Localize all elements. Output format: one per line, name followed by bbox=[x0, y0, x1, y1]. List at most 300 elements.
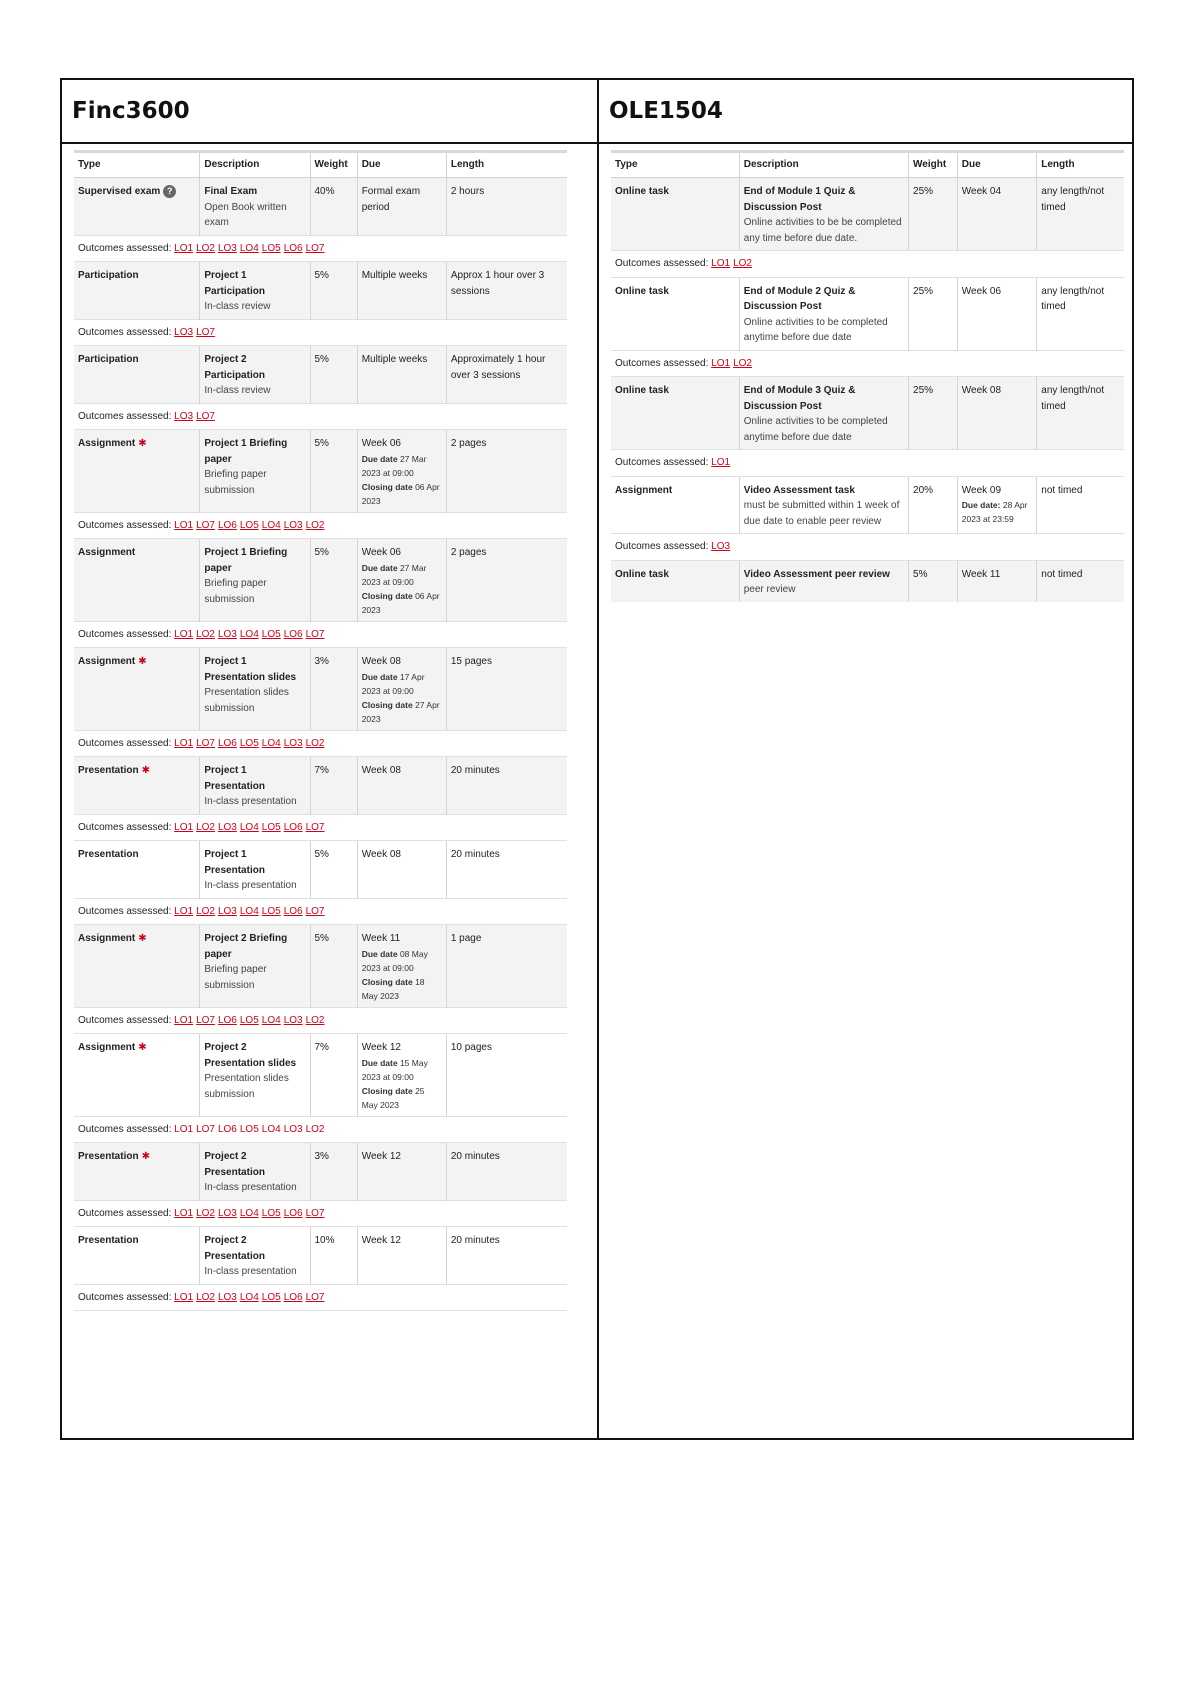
assessment-title: End of Module 3 Quiz & Discussion Post bbox=[743, 385, 856, 412]
outcomes-row bbox=[74, 814, 567, 841]
column-header-due: Due bbox=[957, 152, 1037, 178]
assessment-type: Assignment bbox=[78, 547, 136, 558]
assessment-row bbox=[74, 262, 567, 320]
outcomes-label: Outcomes assessed: bbox=[78, 1014, 175, 1026]
assessment-length: any length/not timed bbox=[1037, 178, 1124, 251]
due-week: Formal exam period bbox=[361, 186, 421, 213]
outcomes-row bbox=[74, 730, 567, 757]
outcomes-cell bbox=[74, 1007, 567, 1034]
outcomes-label: Outcomes assessed: bbox=[615, 457, 712, 468]
outcome-link[interactable]: LO1 bbox=[174, 1291, 194, 1303]
assessment-row bbox=[611, 476, 1124, 534]
due-date: Due date 17 Apr 2023 at 09:00 bbox=[361, 671, 425, 696]
outcome-link[interactable]: LO1 bbox=[174, 821, 194, 833]
outcome-link[interactable]: LO1 bbox=[174, 1123, 194, 1135]
due-date: Due date: 28 Apr 2023 at 23:59 bbox=[961, 500, 1028, 524]
outcome-link[interactable]: LO5 bbox=[261, 242, 281, 254]
course-title: Finc3600 bbox=[62, 80, 597, 144]
assessment-due-cell bbox=[957, 560, 1037, 602]
assessment-title: Project 1 Presentation bbox=[204, 765, 265, 792]
outcomes-row bbox=[611, 534, 1124, 561]
ai-flag-icon: ✱ bbox=[138, 1042, 147, 1053]
closing-date-label: Closing date bbox=[361, 1085, 413, 1096]
outcome-link[interactable]: LO4 bbox=[239, 1291, 259, 1303]
assessment-subtitle: must be submitted within 1 week of due date to enable peer review bbox=[743, 500, 900, 527]
assessment-type: Assignment bbox=[78, 438, 136, 449]
assessment-weight: 7% bbox=[310, 1034, 357, 1117]
due-date-label: Due date bbox=[361, 453, 398, 464]
assessment-type-cell bbox=[74, 757, 200, 815]
assessment-type-cell bbox=[74, 648, 200, 731]
assessment-due-cell bbox=[357, 430, 446, 513]
assessment-row bbox=[611, 377, 1124, 450]
assessment-length: not timed bbox=[1037, 476, 1124, 534]
assessment-table bbox=[611, 150, 1124, 602]
assessment-type: Participation bbox=[78, 354, 139, 365]
due-week: Week 08 bbox=[961, 385, 1002, 396]
assessment-title: Project 2 Presentation bbox=[204, 1151, 265, 1178]
outcome-link[interactable]: LO7 bbox=[196, 1123, 215, 1135]
closing-date-label: Closing date bbox=[361, 481, 413, 492]
assessment-length: any length/not timed bbox=[1037, 277, 1124, 350]
outcomes-row bbox=[74, 1284, 567, 1311]
assessment-subtitle: Briefing paper submission bbox=[204, 964, 267, 991]
due-date: Due date 27 Mar 2023 at 09:00 bbox=[361, 453, 427, 478]
assessment-length: 20 minutes bbox=[446, 1227, 567, 1285]
assessment-title: Final Exam bbox=[204, 186, 258, 197]
assessment-due-cell bbox=[357, 757, 446, 815]
info-icon[interactable]: ? bbox=[163, 185, 176, 198]
assessment-type-cell bbox=[74, 841, 200, 899]
due-week: Week 06 bbox=[361, 547, 401, 558]
assessment-length: 20 minutes bbox=[446, 757, 567, 815]
assessment-type-cell bbox=[74, 1227, 200, 1285]
assessment-type-cell bbox=[611, 476, 739, 534]
assessment-title: Project 1 Participation bbox=[204, 270, 265, 297]
assessment-length: not timed bbox=[1037, 560, 1124, 602]
assessment-due-cell bbox=[357, 1143, 446, 1201]
outcome-link[interactable]: LO3 bbox=[217, 821, 237, 833]
assessment-length: Approx 1 hour over 3 sessions bbox=[446, 262, 567, 320]
closing-date: Closing date 18 May 2023 bbox=[361, 976, 425, 1001]
assessment-type: Assignment bbox=[615, 484, 673, 496]
assessment-title: Project 2 Participation bbox=[204, 354, 265, 381]
assessment-title: Video Assessment peer review bbox=[743, 568, 890, 580]
assessment-type: Online task bbox=[615, 285, 669, 297]
assessment-weight: 5% bbox=[310, 925, 357, 1008]
due-date-label: Due date bbox=[361, 1057, 398, 1068]
assessment-row bbox=[74, 925, 567, 1008]
outcomes-cell bbox=[74, 235, 567, 262]
assessment-title: Project 2 Presentation slides bbox=[204, 1042, 297, 1069]
assessment-weight: 10% bbox=[310, 1227, 357, 1285]
outcome-link[interactable]: LO4 bbox=[239, 1207, 259, 1219]
closing-date: Closing date 06 Apr 2023 bbox=[361, 481, 440, 506]
outcome-link[interactable]: LO6 bbox=[283, 1207, 303, 1219]
outcome-link[interactable]: LO4 bbox=[261, 1123, 281, 1135]
outcome-link[interactable]: LO3 bbox=[283, 1123, 303, 1135]
assessment-length: 10 pages bbox=[446, 1034, 567, 1117]
outcome-link[interactable]: LO1 bbox=[174, 737, 194, 749]
ai-flag-icon: ✱ bbox=[138, 438, 147, 449]
assessment-description-cell bbox=[739, 277, 908, 350]
outcome-link[interactable]: LO5 bbox=[261, 628, 281, 640]
assessment-type: Assignment bbox=[78, 656, 136, 667]
assessment-due-cell bbox=[357, 346, 446, 404]
outcome-link[interactable]: LO5 bbox=[239, 519, 259, 531]
outcome-link[interactable]: LO6 bbox=[217, 1014, 237, 1026]
assessment-description-cell bbox=[200, 430, 310, 513]
outcome-link[interactable]: LO6 bbox=[217, 737, 237, 749]
assessment-description-cell bbox=[200, 346, 310, 404]
outcome-link[interactable]: LO2 bbox=[733, 357, 752, 369]
assessment-weight: 20% bbox=[909, 476, 958, 534]
outcome-link[interactable]: LO7 bbox=[305, 1291, 325, 1303]
outcome-link[interactable]: LO6 bbox=[283, 628, 303, 640]
assessment-type: Presentation bbox=[78, 1235, 139, 1246]
outcome-link[interactable]: LO3 bbox=[711, 541, 731, 552]
outcomes-label: Outcomes assessed: bbox=[615, 541, 712, 552]
outcomes-cell bbox=[74, 1116, 567, 1143]
assessment-row bbox=[611, 560, 1124, 602]
outcome-link[interactable]: LO3 bbox=[217, 242, 237, 254]
outcome-link[interactable]: LO7 bbox=[196, 737, 215, 749]
assessment-due-cell bbox=[957, 178, 1037, 251]
outcome-link[interactable]: LO4 bbox=[239, 905, 259, 917]
outcome-link[interactable]: LO3 bbox=[217, 1207, 237, 1219]
outcomes-row bbox=[74, 512, 567, 539]
outcome-link[interactable]: LO2 bbox=[196, 905, 215, 917]
closing-date-label: Closing date bbox=[361, 590, 413, 601]
assessment-row bbox=[74, 346, 567, 404]
outcome-link[interactable]: LO3 bbox=[283, 1014, 303, 1026]
assessment-type-cell bbox=[74, 178, 200, 236]
assessment-subtitle: Presentation slides submission bbox=[204, 1073, 289, 1100]
outcome-link[interactable]: LO6 bbox=[283, 821, 303, 833]
outcome-link[interactable]: LO6 bbox=[283, 905, 303, 917]
outcome-link[interactable]: LO2 bbox=[305, 737, 325, 749]
due-week: Week 06 bbox=[361, 438, 401, 449]
outcome-link[interactable]: LO2 bbox=[196, 1291, 215, 1303]
assessment-description-cell bbox=[200, 262, 310, 320]
outcomes-label: Outcomes assessed: bbox=[78, 410, 175, 422]
outcomes-cell bbox=[74, 319, 567, 346]
outcome-link[interactable]: LO1 bbox=[174, 1014, 194, 1026]
ai-flag-icon: ✱ bbox=[141, 1151, 150, 1162]
due-week: Multiple weeks bbox=[361, 354, 428, 365]
ai-flag-icon: ✱ bbox=[138, 933, 147, 944]
assessment-due-cell bbox=[357, 1227, 446, 1285]
due-date-label: Due date bbox=[361, 671, 398, 682]
assessment-due-cell bbox=[357, 262, 446, 320]
outcomes-cell bbox=[74, 1200, 567, 1227]
document-frame bbox=[60, 78, 1134, 1440]
outcome-link[interactable]: LO1 bbox=[174, 242, 194, 254]
assessment-due-cell bbox=[357, 925, 446, 1008]
column-header-length: Length bbox=[1037, 152, 1124, 178]
outcome-link[interactable]: LO4 bbox=[261, 737, 281, 749]
ai-flag-icon: ✱ bbox=[138, 656, 147, 667]
assessment-type-cell bbox=[611, 178, 739, 251]
outcomes-label: Outcomes assessed: bbox=[78, 737, 175, 749]
outcome-link[interactable]: LO3 bbox=[174, 410, 194, 422]
outcomes-row bbox=[74, 1116, 567, 1143]
assessment-weight: 5% bbox=[310, 262, 357, 320]
due-date-label: Due date bbox=[361, 948, 398, 959]
assessment-length: 1 page bbox=[446, 925, 567, 1008]
assessment-row bbox=[74, 841, 567, 899]
assessment-title: Video Assessment task bbox=[743, 484, 855, 496]
outcomes-cell bbox=[611, 350, 1124, 377]
outcomes-cell bbox=[74, 621, 567, 648]
assessment-title: Project 2 Presentation bbox=[204, 1235, 265, 1262]
outcome-link[interactable]: LO5 bbox=[261, 905, 281, 917]
assessment-description-cell bbox=[200, 648, 310, 731]
due-week: Week 08 bbox=[361, 765, 401, 776]
assessment-type: Online task bbox=[615, 385, 669, 396]
assessment-due-cell bbox=[357, 648, 446, 731]
assessment-due-cell bbox=[357, 178, 446, 236]
assessment-length: 20 minutes bbox=[446, 841, 567, 899]
assessment-row bbox=[611, 277, 1124, 350]
assessment-title: Project 1 Presentation bbox=[204, 849, 265, 876]
outcome-link[interactable]: LO3 bbox=[217, 905, 237, 917]
due-week: Week 12 bbox=[361, 1151, 401, 1162]
assessment-subtitle: peer review bbox=[743, 584, 796, 595]
outcome-link[interactable]: LO5 bbox=[261, 1291, 281, 1303]
outcome-link[interactable]: LO5 bbox=[261, 821, 281, 833]
assessment-description-cell bbox=[739, 476, 908, 534]
assessment-due-cell bbox=[957, 476, 1037, 534]
assessment-subtitle: In-class presentation bbox=[204, 1182, 297, 1193]
outcome-link[interactable]: LO4 bbox=[261, 519, 281, 531]
outcomes-row bbox=[74, 621, 567, 648]
assessment-type-cell bbox=[74, 346, 200, 404]
outcome-link[interactable]: LO6 bbox=[283, 242, 303, 254]
outcome-link[interactable]: LO2 bbox=[196, 628, 215, 640]
assessment-weight: 3% bbox=[310, 648, 357, 731]
outcome-link[interactable]: LO3 bbox=[283, 737, 303, 749]
assessment-description-cell bbox=[200, 178, 310, 236]
outcome-link[interactable]: LO2 bbox=[196, 821, 215, 833]
outcomes-label: Outcomes assessed: bbox=[615, 357, 712, 369]
assessment-weight: 5% bbox=[310, 346, 357, 404]
outcome-link[interactable]: LO1 bbox=[174, 1207, 194, 1219]
course-title: OLE1504 bbox=[599, 80, 1132, 144]
assessment-description-cell bbox=[739, 560, 908, 602]
closing-date: Closing date 06 Apr 2023 bbox=[361, 590, 440, 615]
outcome-link[interactable]: LO2 bbox=[305, 1014, 325, 1026]
assessment-length: 2 pages bbox=[446, 430, 567, 513]
assessment-subtitle: Online activities to be be completed any time before due date. bbox=[743, 217, 902, 244]
assessment-subtitle: In-class presentation bbox=[204, 796, 297, 807]
due-week: Week 04 bbox=[961, 186, 1002, 197]
outcomes-label: Outcomes assessed: bbox=[78, 326, 175, 338]
assessment-row bbox=[611, 178, 1124, 251]
assessment-title: End of Module 2 Quiz & Discussion Post bbox=[743, 285, 856, 312]
assessment-type-cell bbox=[611, 377, 739, 450]
column-header-weight: Weight bbox=[909, 152, 958, 178]
assessment-type: Presentation bbox=[78, 765, 139, 776]
assessment-description-cell bbox=[739, 178, 908, 251]
due-week: Week 12 bbox=[361, 1042, 401, 1053]
outcome-link[interactable]: LO1 bbox=[711, 258, 731, 269]
outcome-link[interactable]: LO1 bbox=[174, 519, 194, 531]
assessment-due-cell bbox=[357, 1034, 446, 1117]
assessment-row bbox=[74, 1034, 567, 1117]
outcomes-cell bbox=[74, 512, 567, 539]
outcomes-cell bbox=[74, 730, 567, 757]
assessment-type: Online task bbox=[615, 186, 669, 197]
assessment-weight: 7% bbox=[310, 757, 357, 815]
outcomes-label: Outcomes assessed: bbox=[78, 242, 175, 254]
outcome-link[interactable]: LO6 bbox=[217, 519, 237, 531]
outcome-link[interactable]: LO5 bbox=[239, 737, 259, 749]
due-week: Week 08 bbox=[361, 849, 401, 860]
column-header-description: Description bbox=[200, 152, 310, 178]
outcomes-cell bbox=[74, 403, 567, 430]
due-week: Week 12 bbox=[361, 1235, 401, 1246]
assessment-type-cell bbox=[74, 262, 200, 320]
assessment-row bbox=[74, 1227, 567, 1285]
outcome-link[interactable]: LO7 bbox=[305, 1207, 325, 1219]
assessment-due-cell bbox=[957, 377, 1037, 450]
assessment-row bbox=[74, 430, 567, 513]
assessment-due-cell bbox=[357, 841, 446, 899]
assessment-due-cell bbox=[957, 277, 1037, 350]
assessment-subtitle: In-class presentation bbox=[204, 880, 297, 891]
outcome-link[interactable]: LO2 bbox=[196, 1207, 215, 1219]
assessment-description-cell bbox=[200, 1143, 310, 1201]
outcome-link[interactable]: LO2 bbox=[305, 1123, 325, 1135]
outcome-link[interactable]: LO4 bbox=[239, 242, 259, 254]
due-date-label: Due date bbox=[361, 562, 398, 573]
course-column-ole1504 bbox=[599, 80, 1132, 1438]
outcome-link[interactable]: LO2 bbox=[196, 242, 215, 254]
outcomes-row bbox=[611, 251, 1124, 278]
assessment-title: Project 1 Briefing paper bbox=[204, 547, 288, 574]
outcome-link[interactable]: LO3 bbox=[217, 628, 237, 640]
assessment-type-cell bbox=[611, 560, 739, 602]
outcome-link[interactable]: LO7 bbox=[196, 1014, 215, 1026]
assessment-due-cell bbox=[357, 539, 446, 622]
outcome-link[interactable]: LO4 bbox=[239, 821, 259, 833]
outcomes-cell bbox=[611, 251, 1124, 278]
assessment-description-cell bbox=[200, 757, 310, 815]
assessment-type: Supervised exam bbox=[78, 186, 161, 197]
outcome-link[interactable]: LO1 bbox=[174, 905, 194, 917]
outcomes-cell bbox=[611, 534, 1124, 561]
column-header-length: Length bbox=[446, 152, 567, 178]
assessment-type: Assignment bbox=[78, 933, 136, 944]
assessment-type-cell bbox=[74, 430, 200, 513]
due-week: Week 06 bbox=[961, 285, 1002, 297]
outcome-link[interactable]: LO7 bbox=[305, 905, 325, 917]
outcome-link[interactable]: LO7 bbox=[305, 242, 325, 254]
assessment-description-cell bbox=[200, 841, 310, 899]
outcome-link[interactable]: LO6 bbox=[283, 1291, 303, 1303]
outcomes-cell bbox=[74, 1284, 567, 1311]
outcomes-cell bbox=[74, 814, 567, 841]
outcome-link[interactable]: LO4 bbox=[261, 1014, 281, 1026]
outcomes-label: Outcomes assessed: bbox=[78, 519, 175, 531]
outcome-link[interactable]: LO7 bbox=[305, 821, 325, 833]
assessment-weight: 5% bbox=[909, 560, 958, 602]
outcome-link[interactable]: LO3 bbox=[217, 1291, 237, 1303]
due-week: Week 11 bbox=[361, 933, 401, 944]
assessment-subtitle: In-class presentation bbox=[204, 1266, 297, 1277]
due-date-label: Due date: bbox=[961, 500, 1001, 510]
outcome-link[interactable]: LO5 bbox=[261, 1207, 281, 1219]
outcome-link[interactable]: LO1 bbox=[174, 628, 194, 640]
assessment-subtitle: In-class review bbox=[204, 301, 271, 312]
assessment-subtitle: Presentation slides submission bbox=[204, 687, 289, 714]
assessment-length: 2 pages bbox=[446, 539, 567, 622]
outcomes-row bbox=[74, 403, 567, 430]
due-week: Multiple weeks bbox=[361, 270, 428, 281]
outcome-link[interactable]: LO1 bbox=[711, 457, 731, 468]
outcomes-label: Outcomes assessed: bbox=[615, 258, 712, 269]
outcomes-label: Outcomes assessed: bbox=[78, 1291, 175, 1303]
closing-date: Closing date 27 Apr 2023 bbox=[361, 699, 440, 724]
assessment-subtitle: Online activities to be completed anytime before due date bbox=[743, 416, 888, 443]
outcome-link[interactable]: LO2 bbox=[733, 258, 752, 269]
outcomes-row bbox=[74, 235, 567, 262]
assessment-title: Project 2 Briefing paper bbox=[204, 933, 288, 960]
column-header-due: Due bbox=[357, 152, 446, 178]
outcome-link[interactable]: LO7 bbox=[196, 410, 215, 422]
outcomes-cell bbox=[611, 450, 1124, 477]
due-date: Due date 27 Mar 2023 at 09:00 bbox=[361, 562, 427, 587]
outcome-link[interactable]: LO4 bbox=[239, 628, 259, 640]
course-column-finc3600 bbox=[62, 80, 599, 1438]
outcomes-row bbox=[74, 1007, 567, 1034]
outcomes-cell bbox=[74, 898, 567, 925]
outcome-link[interactable]: LO3 bbox=[174, 326, 194, 338]
assessment-weight: 25% bbox=[909, 277, 958, 350]
outcome-link[interactable]: LO5 bbox=[239, 1123, 259, 1135]
outcomes-row bbox=[611, 450, 1124, 477]
assessment-type: Participation bbox=[78, 270, 139, 281]
assessment-row bbox=[74, 757, 567, 815]
assessment-length: any length/not timed bbox=[1037, 377, 1124, 450]
outcome-link[interactable]: LO7 bbox=[196, 326, 215, 338]
outcome-link[interactable]: LO6 bbox=[217, 1123, 237, 1135]
assessment-weight: 5% bbox=[310, 539, 357, 622]
due-date: Due date 08 May 2023 at 09:00 bbox=[361, 948, 428, 973]
assessment-type-cell bbox=[74, 1143, 200, 1201]
outcome-link[interactable]: LO1 bbox=[711, 357, 731, 369]
assessment-description-cell bbox=[200, 925, 310, 1008]
assessment-weight: 3% bbox=[310, 1143, 357, 1201]
outcome-link[interactable]: LO2 bbox=[305, 519, 325, 531]
assessment-row bbox=[74, 1143, 567, 1201]
assessment-description-cell bbox=[200, 1227, 310, 1285]
outcomes-label: Outcomes assessed: bbox=[78, 628, 175, 640]
outcomes-label: Outcomes assessed: bbox=[78, 1123, 175, 1135]
outcome-link[interactable]: LO5 bbox=[239, 1014, 259, 1026]
outcome-link[interactable]: LO3 bbox=[283, 519, 303, 531]
outcomes-row bbox=[74, 319, 567, 346]
assessment-type-cell bbox=[74, 539, 200, 622]
column-header-type: Type bbox=[74, 152, 200, 178]
outcome-link[interactable]: LO7 bbox=[196, 519, 215, 531]
assessment-type-cell bbox=[74, 925, 200, 1008]
assessment-subtitle: Online activities to be completed anytime before due date bbox=[743, 316, 888, 343]
outcome-link[interactable]: LO7 bbox=[305, 628, 325, 640]
table-header-row bbox=[611, 152, 1124, 178]
assessment-title: End of Module 1 Quiz & Discussion Post bbox=[743, 186, 856, 213]
